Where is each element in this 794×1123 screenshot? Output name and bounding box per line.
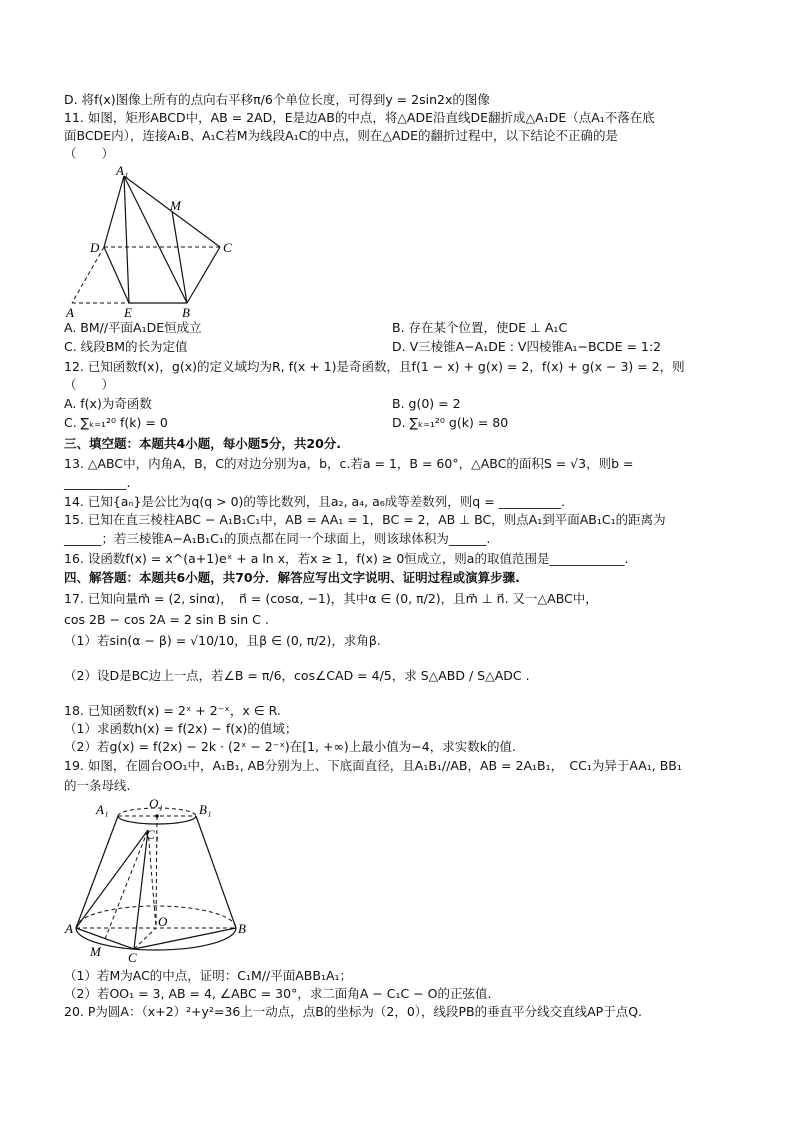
q19-part-2: （2）若OO₁ = 3, AB = 4, ∠ABC = 30°，求二面角A − C₁C − O的正弦值. [64,986,492,1001]
q11-stem-line-1: 11. 如图，矩形ABCD中，AB = 2AD，E是边AB的中点，将△ADE沿直线DE翻折成△A₁DE（点A₁不落在底 [64,110,655,125]
q19-line-1: 19. 如图，在圆台OO₁中，A₁B₁, AB分别为上、下底面直径，且A₁B₁//AB，AB = 2A₁B₁， CC₁为异于AA₁, BB₁ [64,758,682,773]
q12-answer-blank: （ ） [64,377,115,392]
label-o: O [158,914,168,929]
q15-line-2: ______；若三棱锥A−A₁B₁C₁的顶点都在同一个球面上，则该球体积为______. [64,531,491,546]
q19-frustum-diagram [60,792,260,964]
q10-option-d: D. 将f(x)图像上所有的点向右平移π/6个单位长度，可得到y = 2sin2x的图像 [64,92,490,107]
q11-option-b: B. 存在某个位置，使DE ⊥ A₁C [392,320,568,335]
label-b1: B₁ [199,802,212,817]
q18-line-1: 18. 已知函数f(x) = 2ˣ + 2⁻ˣ，x ∈ R. [64,703,281,718]
q11-option-a: A. BM//平面A₁DE恒成立 [64,320,202,335]
section-4-heading: 四、解答题：本题共6小题，共70分．解答应写出文字说明、证明过程或演算步骤. [64,570,520,585]
q20-line: 20. P为圆A：（x+2）²+y²=36上一动点，点B的坐标为（2，0），线段PB的垂直平分线交直线AP于点Q. [64,1004,643,1019]
q12-option-d: D. ∑ₖ₌₁²⁰ g(k) = 80 [392,415,509,430]
q19-line-2: 的一条母线. [64,778,131,793]
label-o1: O₁ [149,796,163,811]
label-d: D [90,240,100,255]
q18-part-1: （1）求函数h(x) = f(2x) − f(x)的值域； [64,721,298,736]
label-e: E [124,305,132,320]
label-b: B [238,921,246,936]
q19-part-1: （1）若M为AC的中点，证明：C₁M//平面ABB₁A₁； [64,968,353,983]
label-c1: C₁ [146,827,160,842]
q11-folding-diagram [60,162,250,320]
label-a: A [66,305,74,320]
q11-option-d: D. V三棱锥A−A₁DE : V四棱锥A₁−BCDE = 1:2 [392,339,662,354]
q11-stem-line-2: 面BCDE内），连接A₁B、A₁C若M为线段A₁C的中点，则在△ADE的翻折过程中，以下结论不正确的是 [64,128,619,143]
q13-line-1: 13. △ABC中，内角A，B，C的对边分别为a，b，c.若a = 1，B = 60°，△ABC的面积S = √3，则b = [64,456,634,471]
label-b: B [182,305,190,320]
q17-part-1: （1）若sin(α − β) = √10/10，且β ∈ (0, π/2)，求角β. [64,633,381,648]
q12-stem: 12. 已知函数f(x)，g(x)的定义域均为R, f(x + 1)是奇函数，且f(1 − x) + g(x) = 2，f(x) + g(x − 3) = 2，则 [64,359,685,374]
label-a1: A₁ [96,802,109,817]
q14-line: 14. 已知{aₙ}是公比为q(q > 0)的等比数列，且a₂, a₄, a₆成等差数列，则q = __________. [64,494,566,509]
q17-part-2: （2）设D是BC边上一点，若∠B = π/6，cos∠CAD = 4/5，求 S△ABD / S△ADC . [64,668,530,683]
label-c: C [128,950,137,964]
label-a: A [65,921,73,936]
q11-option-c: C. 线段BM的长为定值 [64,339,188,354]
q16-line: 16. 设函数f(x) = x^(a+1)eˣ + a ln x，若x ≥ 1，f(x) ≥ 0恒成立，则a的取值范围是____________. [64,551,629,566]
q17-line-2: cos 2B − cos 2A = 2 sin B sin C . [64,612,269,627]
q12-option-a: A. f(x)为奇函数 [64,396,152,411]
section-3-heading: 三、填空题：本题共4小题，每小题5分，共20分. [64,436,342,451]
label-c: C [223,240,232,255]
q17-line-1: 17. 已知向量m⃗ = (2, sinα)， n⃗ = (cosα, −1)，其中α ∈ (0, π/2)，且m⃗ ⊥ n⃗. 又一△ABC中， [64,591,598,606]
label-m: M [170,198,181,213]
label-m: M [90,944,101,959]
q12-option-b: B. g(0) = 2 [392,396,461,411]
label-a1: A₁ [116,163,129,178]
q18-part-2: （2）若g(x) = f(2x) − 2k · (2ˣ − 2⁻ˣ)在[1, +∞)上最小值为−4，求实数k的值. [64,739,516,754]
q11-answer-blank: （ ） [64,146,115,161]
q15-line-1: 15. 已知在直三棱柱ABC − A₁B₁C₁中，AB = AA₁ = 1，BC = 2，AB ⊥ BC，则点A₁到平面AB₁C₁的距离为 [64,512,666,527]
q12-option-c: C. ∑ₖ₌₁²⁰ f(k) = 0 [64,415,168,430]
q13-line-2: __________. [64,475,131,490]
